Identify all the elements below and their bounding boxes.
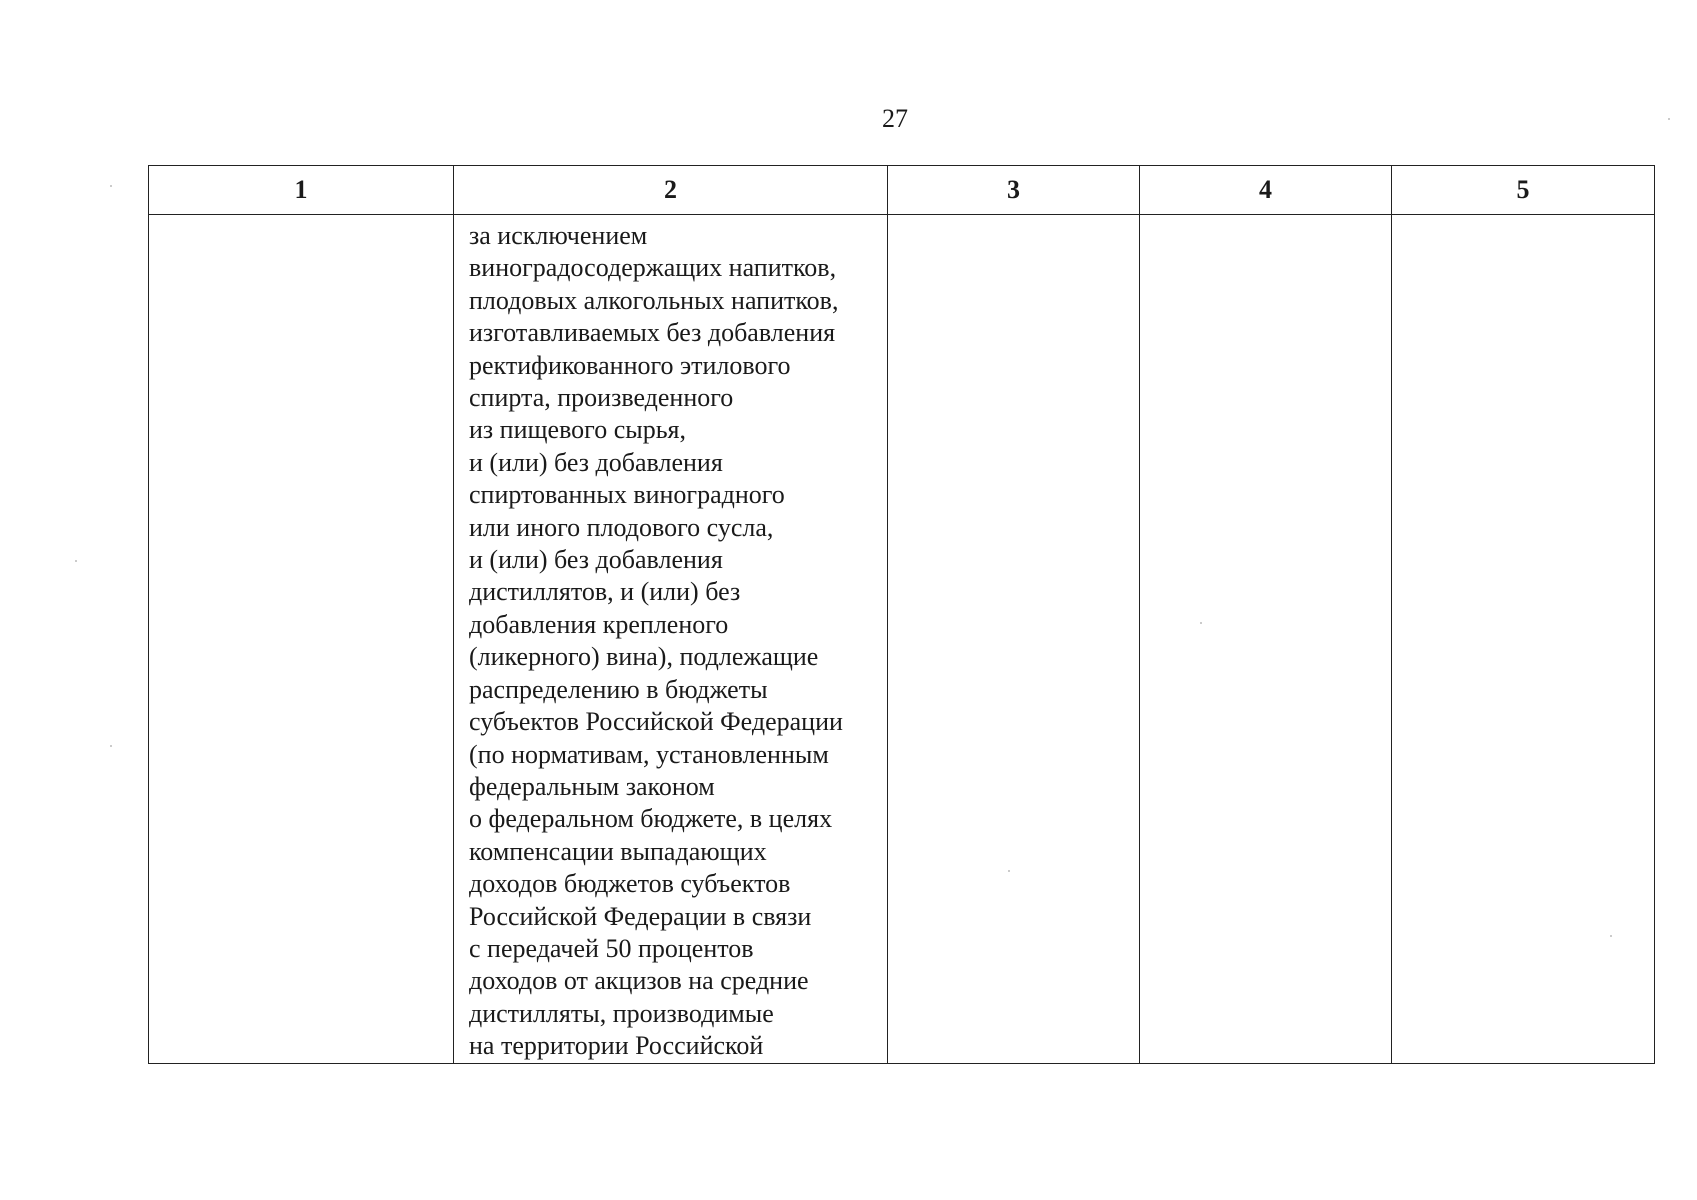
text-line: ректификованного этилового xyxy=(469,350,791,380)
header-col-4: 4 xyxy=(1140,166,1392,215)
cell-col-2 xyxy=(454,215,888,1064)
text-line: из пищевого сырья, xyxy=(469,415,687,445)
text-line: и (или) без добавления xyxy=(469,447,723,477)
table-header xyxy=(149,166,1655,215)
cell-col-2-text xyxy=(454,215,887,1063)
text-line: виноградосодержащих напитков, xyxy=(469,253,837,283)
text-line: за исключением xyxy=(469,221,648,250)
scan-speck xyxy=(75,560,77,562)
text-line: или иного плодового сусла, xyxy=(469,512,774,542)
cell-col-5 xyxy=(1392,215,1655,1064)
text-line: (ликерного) вина), подлежащие xyxy=(469,642,819,672)
budget-table xyxy=(148,165,1655,1064)
text-line: Российской Федерации в связи xyxy=(469,901,812,931)
text-line: распределению в бюджеты xyxy=(469,674,768,704)
text-line: на территории Российской xyxy=(469,1031,764,1061)
text-line: изготавливаемых без добавления xyxy=(469,318,836,348)
scan-speck xyxy=(1008,870,1010,872)
text-line: доходов от акцизов на средние xyxy=(469,966,809,996)
cell-col-4 xyxy=(1140,215,1392,1064)
header-col-3: 3 xyxy=(888,166,1140,215)
text-line: дистилляты, производимые xyxy=(469,998,774,1028)
text-line: компенсации выпадающих xyxy=(469,836,767,866)
scan-speck xyxy=(110,745,112,747)
cell-col-3 xyxy=(888,215,1140,1064)
header-col-5: 5 xyxy=(1392,166,1655,215)
header-row xyxy=(149,166,1655,215)
text-line: доходов бюджетов субъектов xyxy=(469,869,791,899)
scan-speck xyxy=(1668,118,1670,120)
cell-col-1 xyxy=(149,215,454,1064)
text-line: федеральным законом xyxy=(469,771,715,801)
text-line: спирта, произведенного xyxy=(469,383,734,413)
header-col-2: 2 xyxy=(454,166,888,215)
page-number: 27 xyxy=(882,104,908,133)
text-line: и (или) без добавления xyxy=(469,545,723,575)
scan-speck xyxy=(110,185,112,187)
text-line: дистиллятов, и (или) без xyxy=(469,577,741,607)
scan-speck xyxy=(1610,935,1612,937)
table-row xyxy=(149,215,1655,1064)
text-line: плодовых алкогольных напитков, xyxy=(469,285,839,315)
text-line: субъектов Российской Федерации xyxy=(469,707,843,737)
text-line: добавления крепленого xyxy=(469,609,729,639)
scan-speck xyxy=(1200,622,1202,624)
header-col-1: 1 xyxy=(149,166,454,215)
text-line: спиртованных виноградного xyxy=(469,480,785,510)
text-line: о федеральном бюджете, в целях xyxy=(469,804,833,834)
text-line: с передачей 50 процентов xyxy=(469,933,754,963)
text-line: (по нормативам, установленным xyxy=(469,739,829,769)
